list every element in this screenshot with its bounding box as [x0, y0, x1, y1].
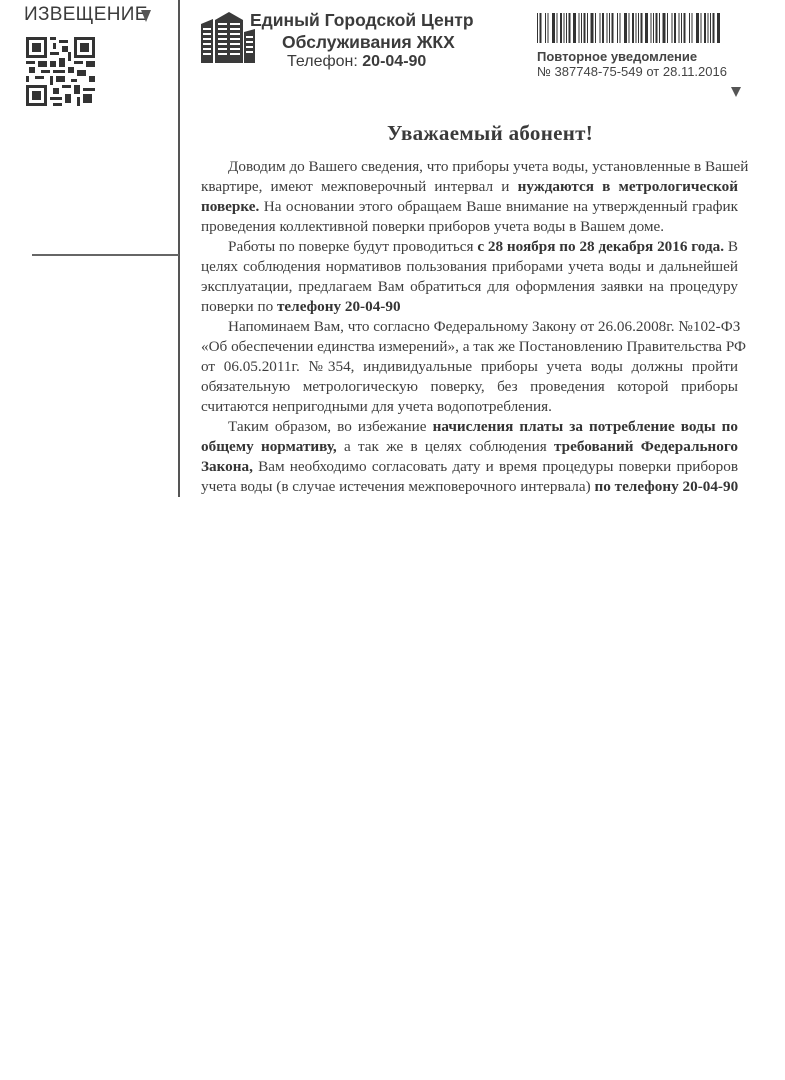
letter-line [201, 257, 738, 277]
emphasis-text: по телефону 20-04-90 [594, 478, 739, 495]
emphasis-text: начисления платы за потребление воды по [432, 418, 738, 435]
letter-line [201, 197, 738, 217]
letter-line [201, 397, 738, 417]
notice-label: ИЗВЕЩЕНИЕ [24, 4, 148, 25]
letter-line [228, 237, 738, 257]
letter-line [201, 277, 738, 297]
letter-line [201, 457, 738, 477]
letter-title: Уважаемый абонент! [386, 121, 594, 145]
body-text: квартире, имеют межповерочный интервал и [201, 178, 518, 195]
body-text: эксплуатации, предлагаем Вам обратиться для оформления заявки на процедуру [201, 278, 738, 295]
triangle-down-icon [731, 87, 741, 97]
letter-line [201, 477, 738, 497]
body-text: «Об обеспечении единства измерений», а так же Постановлению Правительства РФ [201, 338, 747, 355]
body-text: На основании этого обращаем Ваше внимание на утвержденный график [259, 198, 738, 215]
triangle-down-icon [141, 10, 151, 22]
letter-line [228, 417, 738, 437]
body-text: целях соблюдения нормативов пользования приборами учета воды и дальнейшей [201, 258, 738, 275]
body-text: Напоминаем Вам, что согласно Федеральному Закону от 26.06.2008г. №102-ФЗ [228, 318, 741, 335]
barcode-icon [537, 13, 723, 43]
letter-line [201, 357, 738, 377]
buildings-icon [199, 10, 257, 63]
body-text: а так же в целях соблюдения [336, 438, 555, 455]
emphasis-text: Закона, [201, 458, 253, 475]
emphasis-text: телефону 20-04-90 [276, 298, 401, 315]
body-text: Вам необходимо согласовать дату и время процедуры поверки приборов [252, 458, 738, 475]
body-text: Работы по поверке будут проводиться [228, 238, 478, 255]
body-text: В [724, 238, 738, 255]
notice-reference: № 387748-75-549 от 28.11.2016 [537, 64, 727, 79]
org-name-line2: Обслуживания ЖКХ [282, 32, 455, 52]
emphasis-text: общему нормативу, [201, 438, 337, 455]
letter-line [201, 297, 738, 317]
org-phone [287, 53, 426, 71]
emphasis-text: требований Федерального [554, 438, 738, 455]
letter-line [201, 377, 738, 397]
phone-number: 20-04-90 [362, 53, 427, 70]
letter-line [201, 217, 738, 237]
letter-line [228, 317, 741, 337]
org-name-line1: Единый Городской Центр [250, 10, 474, 30]
qr-code-icon [26, 37, 95, 106]
body-text: проведения коллективной поверки приборов учета воды в Вашем доме. [201, 218, 665, 235]
body-text: Доводим до Вашего сведения, что приборы учета воды, установленные в Вашей [228, 158, 749, 175]
cut-line-vertical [178, 0, 180, 497]
letter-line [201, 177, 738, 197]
body-text: считаются непригодными для учета водопотребления. [201, 398, 552, 415]
emphasis-text: с 28 ноября по 28 декабря 2016 года. [477, 238, 725, 255]
letter-line [201, 337, 747, 357]
body-text: учета воды (в случае истечения межповерочного интервала) [201, 478, 595, 495]
body-text: от 06.05.2011г. №354, индивидуальные приборы учета воды должны пройти [201, 358, 738, 375]
letter-line [201, 437, 738, 457]
emphasis-text: поверке. [201, 198, 260, 215]
body-text: поверки по [201, 298, 277, 315]
body-text: обязательную метрологическую поверку, без проведения которой приборы [201, 378, 738, 395]
phone-label: Телефон: [287, 53, 358, 70]
emphasis-text: нуждаются в метрологической [517, 178, 739, 195]
notice-type: Повторное уведомление [537, 49, 698, 64]
cut-line-horizontal [32, 254, 179, 256]
letter-line [228, 157, 749, 177]
body-text: Таким образом, во избежание [228, 418, 433, 435]
